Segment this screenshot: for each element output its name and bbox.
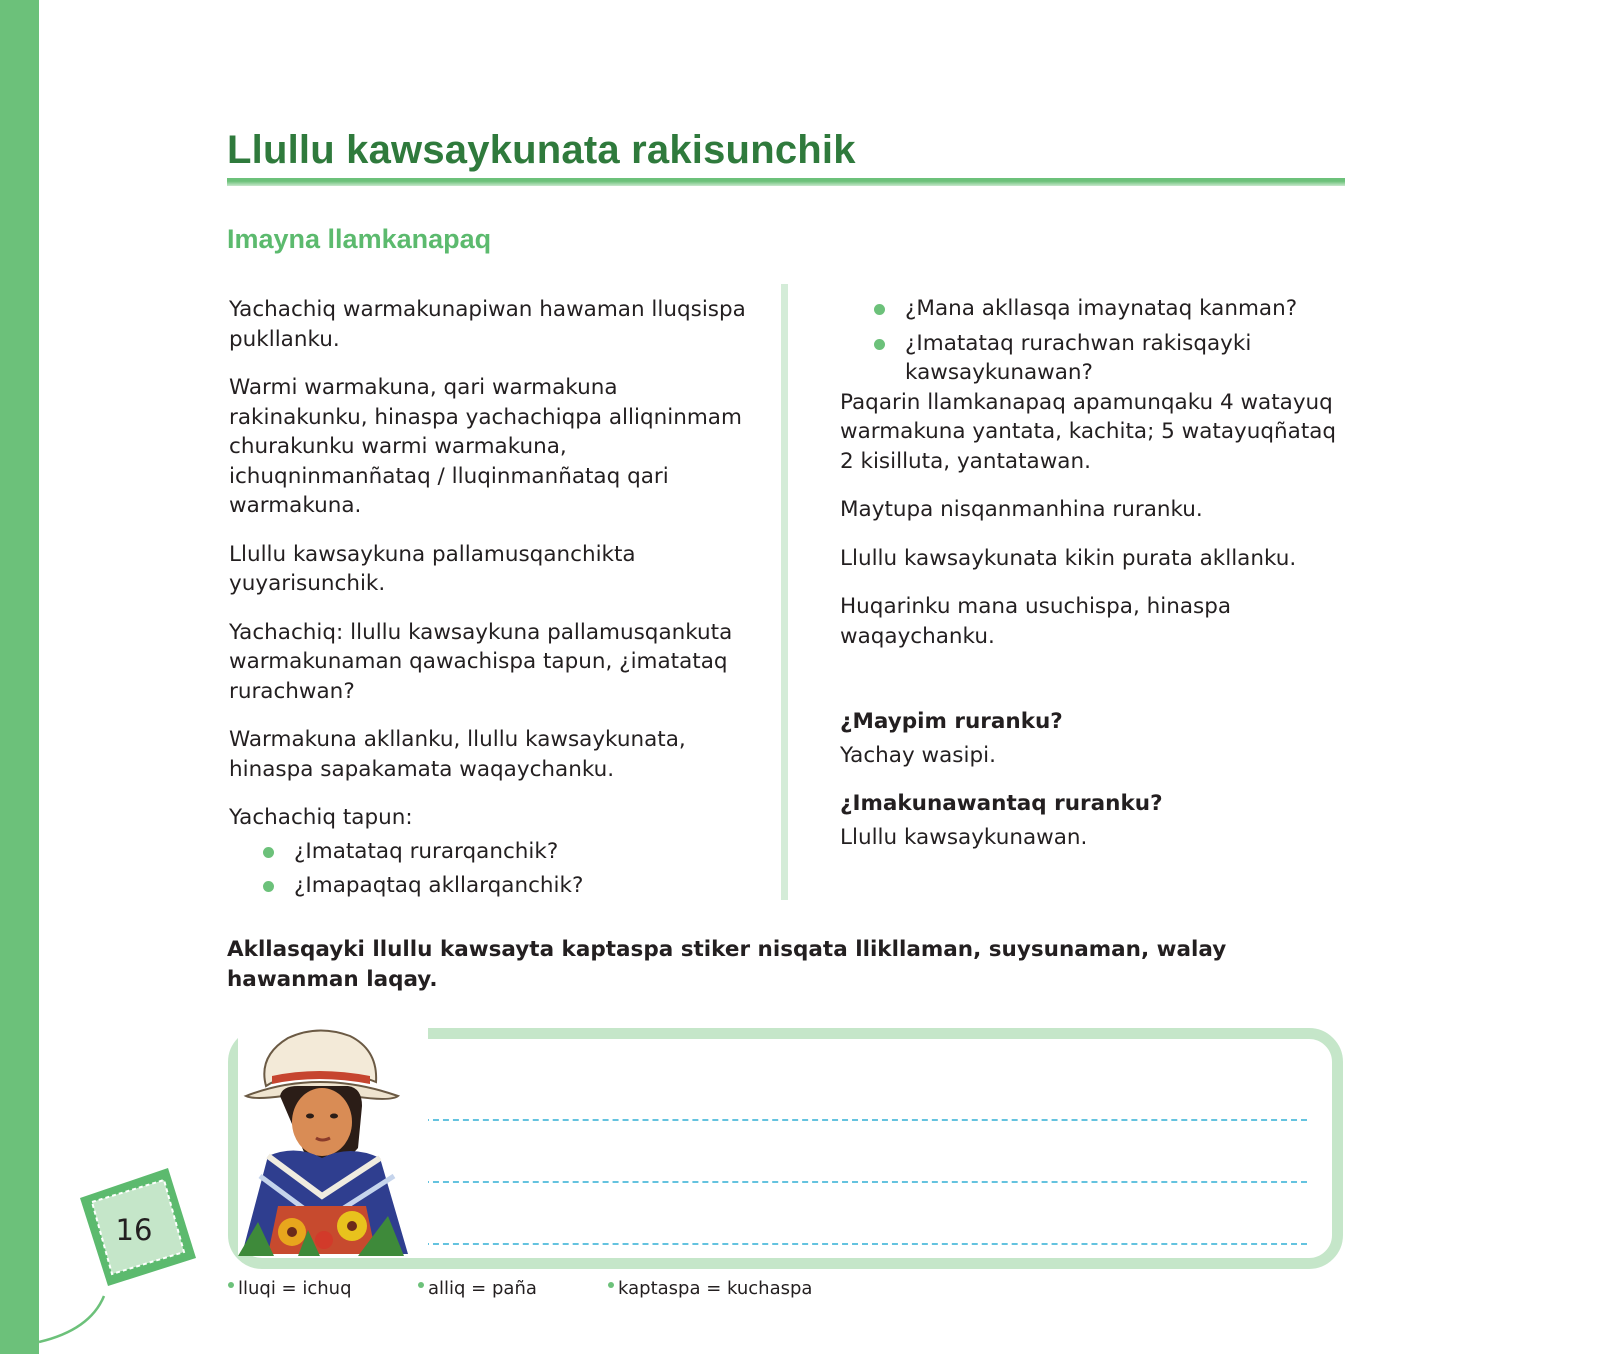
writing-line[interactable] <box>423 1119 1307 1121</box>
list-item: ¿Imatataq rurarqanchik? <box>294 837 749 867</box>
right-column <box>840 295 1350 871</box>
writing-line[interactable] <box>423 1181 1307 1183</box>
list-item: ¿Imatataq rurachwan rakisqayki kawsaykunawan? <box>905 329 1350 388</box>
question-answer: Llullu kawsaykunawan. <box>840 824 1088 850</box>
page-title: Llullu kawsaykunata rakisunchik <box>227 128 856 172</box>
title-underline <box>227 178 1345 186</box>
kite-string <box>0 0 120 1354</box>
question-list <box>294 837 749 901</box>
paragraph: Warmi warmakuna, qari warmakuna rakinakunku, hinaspa yachachiqpa alliqninmam churakunku warmi warmakuna, ichuqninmanñataq / lluqinmanñataq qari warmakuna. <box>229 375 742 518</box>
question-list <box>905 294 1350 388</box>
paragraph: Maytupa nisqanmanhina ruranku. <box>840 497 1203 522</box>
paragraph: Yachachiq: llullu kawsaykuna pallamusqankuta warmakunaman qawachispa tapun, ¿imatataq rurachwan? <box>229 619 733 704</box>
list-item: ¿Mana akllasqa imaynataq kanman? <box>905 294 1350 324</box>
glossary-item: lluqi = ichuq <box>228 1278 352 1299</box>
column-divider <box>781 284 788 900</box>
section-subtitle: Imayna llamkanapaq <box>227 224 492 254</box>
question-heading: ¿Maypim ruranku? <box>840 709 1063 734</box>
list-item: ¿Imapaqtaq akllarqanchik? <box>294 871 749 901</box>
left-column <box>229 295 749 906</box>
question-answer: Yachay wasipi. <box>840 742 996 768</box>
bullet-dot-icon <box>608 1282 614 1288</box>
paragraph: Llullu kawsaykunata kikin purata akllanku. <box>840 545 1297 571</box>
paragraph: Warmakuna akllanku, llullu kawsaykunata, hinaspa sapakamata waqaychanku. <box>229 727 686 782</box>
glossary-item: kaptaspa = kuchaspa <box>608 1278 812 1299</box>
paragraph: Yachachiq warmakunapiwan hawaman lluqsispa pukllanku. <box>229 297 746 352</box>
paragraph: Yachachiq tapun: <box>229 805 413 830</box>
bullet-dot-icon <box>228 1282 234 1288</box>
writing-line[interactable] <box>423 1243 1307 1245</box>
paragraph: Huqarinku mana usuchispa, hinaspa waqaychanku. <box>840 594 1232 649</box>
bullet-dot-icon <box>418 1282 424 1288</box>
paragraph: Paqarin llamkanapaq apamunqaku 4 watayuq warmakuna yantata, kachita; 5 watayuqñataq 2 kisilluta, yantatawan. <box>840 389 1337 474</box>
glossary-item: alliq = paña <box>418 1278 537 1299</box>
activity-instruction: Akllasqayki llullu kawsayta kaptaspa stiker nisqata llikllaman, suysunaman, walay hawanman laqay. <box>227 937 1227 992</box>
page-number: 16 <box>115 1213 153 1247</box>
page-number-badge <box>78 1168 196 1286</box>
paragraph: Llullu kawsaykuna pallamusqanchikta yuyarisunchik. <box>229 541 636 596</box>
girl-illustration <box>238 1026 428 1256</box>
question-heading: ¿Imakunawantaq ruranku? <box>840 791 1163 816</box>
